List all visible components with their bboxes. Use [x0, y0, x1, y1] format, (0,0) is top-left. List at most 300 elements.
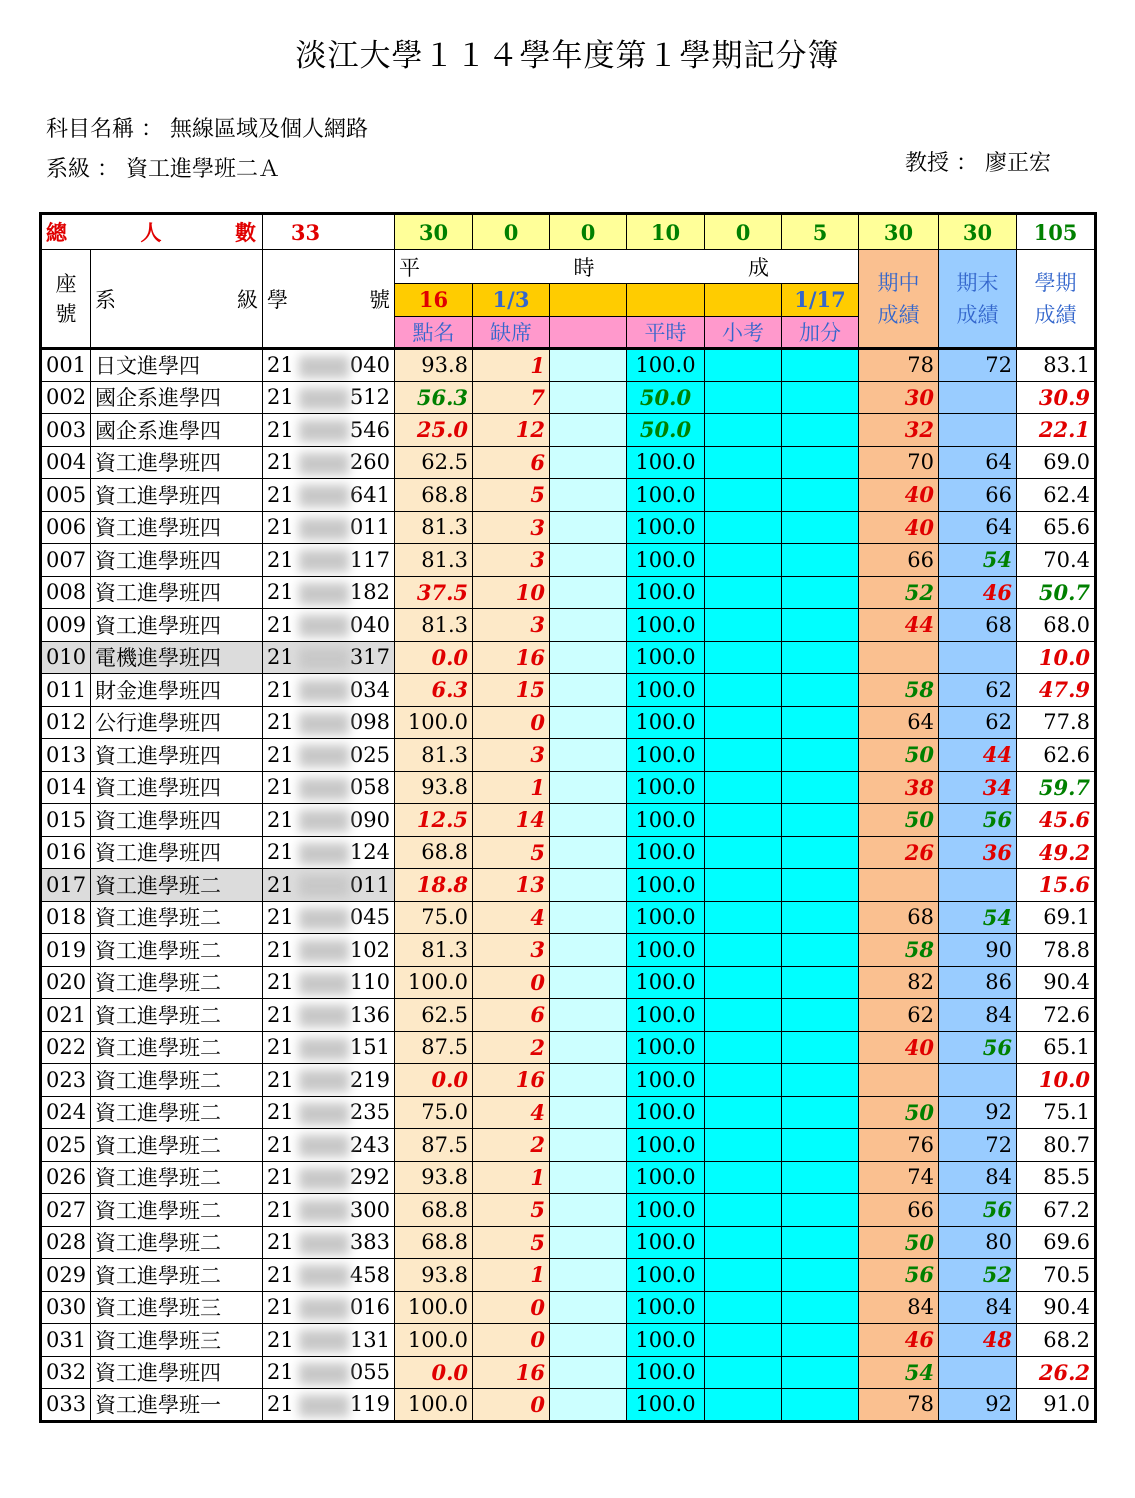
redacted-id: [299, 1330, 349, 1352]
final-cell: 64: [939, 446, 1017, 479]
attendance-cell: 62.5: [395, 999, 473, 1032]
grade-table: [39, 212, 1097, 1423]
seat-cell: 033: [41, 1389, 91, 1422]
redacted-id: [299, 1135, 349, 1157]
sub-value: 1/3: [473, 284, 550, 317]
quiz-cell: [705, 1259, 782, 1292]
redacted-id: [299, 1005, 349, 1027]
sub-value: 16: [395, 284, 473, 317]
semester-cell: 62.4: [1017, 479, 1096, 512]
midterm-cell: 38: [859, 771, 939, 804]
attendance-cell: 100.0: [395, 706, 473, 739]
attendance-cell: 100.0: [395, 1324, 473, 1357]
attendance-cell: 68.8: [395, 1194, 473, 1227]
dept-cell: 資工進學班四: [91, 511, 263, 544]
bonus-cell: [782, 381, 859, 414]
bonus-cell: [782, 349, 859, 382]
attendance-cell: 81.3: [395, 609, 473, 642]
dept-cell: 資工進學班二: [91, 1096, 263, 1129]
seat-cell: 010: [41, 641, 91, 674]
student-id-cell: [263, 349, 395, 382]
bonus-cell: [782, 609, 859, 642]
table-row: [41, 1356, 1096, 1389]
bonus-cell: [782, 544, 859, 577]
final-cell: 56: [939, 1194, 1017, 1227]
blank-cell: [550, 1259, 627, 1292]
attendance-cell: 18.8: [395, 869, 473, 902]
blank-cell: [550, 544, 627, 577]
seat-cell: 022: [41, 1031, 91, 1064]
absence-cell: 5: [473, 479, 550, 512]
id-prefix: 21: [267, 612, 294, 637]
weight-cell: 30: [395, 214, 473, 250]
bonus-cell: [782, 1389, 859, 1422]
bonus-cell: [782, 966, 859, 999]
redacted-id: [299, 648, 349, 670]
semester-cell: 69.6: [1017, 1226, 1096, 1259]
semester-cell: 30.9: [1017, 381, 1096, 414]
absence-cell: 16: [473, 1064, 550, 1097]
redacted-id: [299, 745, 349, 767]
student-id-cell: [263, 1291, 395, 1324]
blank-cell: [550, 609, 627, 642]
id-suffix: 136: [349, 1002, 390, 1027]
student-id-cell: [263, 641, 395, 674]
bonus-cell: [782, 674, 859, 707]
blank-cell: [550, 804, 627, 837]
student-id-cell: [263, 1226, 395, 1259]
redacted-id: [299, 1363, 349, 1385]
table-row: [41, 1096, 1096, 1129]
student-id-cell: [263, 544, 395, 577]
usual-header: 平 時 成: [395, 250, 859, 284]
semester-cell: 85.5: [1017, 1161, 1096, 1194]
id-header: 學 號: [263, 250, 395, 349]
seat-cell: 001: [41, 349, 91, 382]
id-prefix: 21: [267, 547, 294, 572]
student-id-cell: [263, 901, 395, 934]
bonus-cell: [782, 479, 859, 512]
dept-cell: 資工進學班二: [91, 869, 263, 902]
attendance-cell: 62.5: [395, 446, 473, 479]
bonus-cell: [782, 1194, 859, 1227]
usual-cell: 100.0: [627, 836, 705, 869]
blank-cell: [550, 869, 627, 902]
student-id-cell: [263, 381, 395, 414]
student-id-cell: [263, 1031, 395, 1064]
dept-cell: 資工進學班四: [91, 479, 263, 512]
seat-cell: 013: [41, 739, 91, 772]
seat-cell: 032: [41, 1356, 91, 1389]
sub-value: [627, 284, 705, 317]
blank-cell: [550, 1389, 627, 1422]
attendance-cell: 75.0: [395, 1096, 473, 1129]
absence-label: 缺席: [473, 316, 550, 349]
quiz-cell: [705, 641, 782, 674]
id-prefix: 21: [267, 1100, 294, 1125]
blank-cell: [550, 706, 627, 739]
blank-cell: [550, 1194, 627, 1227]
bonus-cell: [782, 1129, 859, 1162]
absence-cell: 5: [473, 836, 550, 869]
redacted-id: [299, 680, 349, 702]
semester-cell: 49.2: [1017, 836, 1096, 869]
id-suffix: 235: [349, 1100, 390, 1125]
id-prefix: 21: [267, 1002, 294, 1027]
redacted-id: [299, 1103, 349, 1125]
final-cell: 62: [939, 674, 1017, 707]
bonus-cell: [782, 706, 859, 739]
seat-cell: 011: [41, 674, 91, 707]
absence-cell: 1: [473, 1161, 550, 1194]
attendance-cell: 68.8: [395, 836, 473, 869]
quiz-cell: [705, 934, 782, 967]
midterm-cell: 78: [859, 1389, 939, 1422]
quiz-cell: [705, 479, 782, 512]
absence-cell: 12: [473, 414, 550, 447]
usual-cell: 100.0: [627, 1389, 705, 1422]
redacted-id: [299, 583, 349, 605]
quiz-cell: [705, 414, 782, 447]
seat-cell: 004: [41, 446, 91, 479]
final-cell: 84: [939, 999, 1017, 1032]
id-suffix: 292: [349, 1165, 390, 1190]
bonus-cell: [782, 1324, 859, 1357]
dept-cell: 資工進學班二: [91, 966, 263, 999]
table-row: [41, 934, 1096, 967]
final-cell: 72: [939, 1129, 1017, 1162]
id-suffix: 124: [349, 840, 390, 865]
absence-cell: 0: [473, 966, 550, 999]
quiz-cell: [705, 576, 782, 609]
table-row: [41, 739, 1096, 772]
attendance-cell: 81.3: [395, 511, 473, 544]
table-row: [41, 641, 1096, 674]
dept-cell: 電機進學班四: [91, 641, 263, 674]
redacted-id: [299, 1265, 349, 1287]
dept-cell: 資工進學班二: [91, 1031, 263, 1064]
usual-cell: 100.0: [627, 739, 705, 772]
id-prefix: 21: [267, 1392, 294, 1417]
table-row: [41, 966, 1096, 999]
attendance-cell: 93.8: [395, 771, 473, 804]
blank-cell: [550, 771, 627, 804]
id-prefix: 21: [267, 970, 294, 995]
student-id-cell: [263, 739, 395, 772]
redacted-id: [299, 615, 349, 637]
final-cell: 66: [939, 479, 1017, 512]
redacted-id: [299, 518, 349, 540]
table-row: [41, 349, 1096, 382]
dept-cell: 資工進學班二: [91, 1226, 263, 1259]
table-row: [41, 609, 1096, 642]
id-suffix: 011: [349, 515, 390, 540]
blank-cell: [550, 576, 627, 609]
redacted-id: [299, 940, 349, 962]
id-suffix: 090: [349, 807, 390, 832]
student-id-cell: [263, 1194, 395, 1227]
quiz-cell: [705, 674, 782, 707]
bonus-cell: [782, 1226, 859, 1259]
attendance-cell: 100.0: [395, 1389, 473, 1422]
dept-cell: 資工進學班四: [91, 544, 263, 577]
dept-cell: 資工進學班二: [91, 901, 263, 934]
bonus-cell: [782, 1356, 859, 1389]
id-prefix: 21: [267, 905, 294, 930]
id-suffix: 034: [349, 677, 390, 702]
semester-cell: 10.0: [1017, 641, 1096, 674]
bonus-cell: [782, 836, 859, 869]
final-cell: 48: [939, 1324, 1017, 1357]
seat-cell: 008: [41, 576, 91, 609]
quiz-cell: [705, 1161, 782, 1194]
final-cell: 90: [939, 934, 1017, 967]
quiz-cell: [705, 804, 782, 837]
blank-cell: [550, 479, 627, 512]
id-prefix: 21: [267, 385, 294, 410]
dept-cell: 公行進學班四: [91, 706, 263, 739]
absence-cell: 6: [473, 999, 550, 1032]
id-suffix: 512: [349, 385, 390, 410]
id-suffix: 317: [349, 645, 390, 670]
usual-cell: 100.0: [627, 1194, 705, 1227]
final-cell: [939, 1356, 1017, 1389]
weight-cell: 0: [473, 214, 550, 250]
bonus-cell: [782, 869, 859, 902]
student-id-cell: [263, 771, 395, 804]
quiz-cell: [705, 544, 782, 577]
redacted-id: [299, 875, 349, 897]
redacted-id: [299, 1070, 349, 1092]
id-suffix: 641: [349, 482, 390, 507]
id-prefix: 21: [267, 840, 294, 865]
table-row: [41, 901, 1096, 934]
usual-cell: 100.0: [627, 349, 705, 382]
absence-cell: 0: [473, 1389, 550, 1422]
attendance-cell: 0.0: [395, 641, 473, 674]
usual-cell: 100.0: [627, 1259, 705, 1292]
redacted-id: [299, 713, 349, 735]
semester-total: 105: [1017, 214, 1096, 250]
absence-cell: 3: [473, 739, 550, 772]
table-row: [41, 381, 1096, 414]
final-weight: 30: [939, 214, 1017, 250]
midterm-cell: 64: [859, 706, 939, 739]
seat-cell: 025: [41, 1129, 91, 1162]
absence-cell: 3: [473, 511, 550, 544]
midterm-cell: 52: [859, 576, 939, 609]
absence-cell: 2: [473, 1031, 550, 1064]
student-id-cell: [263, 869, 395, 902]
semester-cell: 26.2: [1017, 1356, 1096, 1389]
professor-name: 教授 ： 廖正宏: [905, 151, 1051, 176]
attendance-cell: 100.0: [395, 966, 473, 999]
usual-cell: 100.0: [627, 1129, 705, 1162]
usual-cell: 100.0: [627, 706, 705, 739]
table-row: [41, 1291, 1096, 1324]
id-prefix: 21: [267, 353, 294, 378]
seat-cell: 026: [41, 1161, 91, 1194]
dept-cell: 資工進學班四: [91, 804, 263, 837]
absence-cell: 0: [473, 1324, 550, 1357]
dept-header: 系 級: [91, 250, 263, 349]
id-prefix: 21: [267, 1165, 294, 1190]
table-row: [41, 674, 1096, 707]
usual-cell: 100.0: [627, 1226, 705, 1259]
id-suffix: 546: [349, 417, 390, 442]
blank-cell: [550, 1324, 627, 1357]
midterm-cell: 30: [859, 381, 939, 414]
redacted-id: [299, 485, 349, 507]
final-cell: [939, 869, 1017, 902]
attendance-cell: 56.3: [395, 381, 473, 414]
absence-cell: 4: [473, 901, 550, 934]
final-cell: 52: [939, 1259, 1017, 1292]
table-row: [41, 511, 1096, 544]
total-count: 33: [263, 214, 395, 250]
table-row: [41, 836, 1096, 869]
midterm-cell: 82: [859, 966, 939, 999]
usual-cell: 100.0: [627, 999, 705, 1032]
seat-cell: 007: [41, 544, 91, 577]
midterm-cell: 68: [859, 901, 939, 934]
semester-cell: 67.2: [1017, 1194, 1096, 1227]
dept-cell: 資工進學班一: [91, 1389, 263, 1422]
table-row: [41, 446, 1096, 479]
quiz-cell: [705, 966, 782, 999]
seat-cell: 029: [41, 1259, 91, 1292]
quiz-cell: [705, 1291, 782, 1324]
redacted-id: [299, 908, 349, 930]
course-name: 科目名稱 ： 無線區域及個人網路: [46, 117, 368, 142]
semester-cell: 50.7: [1017, 576, 1096, 609]
blank-cell: [550, 934, 627, 967]
id-prefix: 21: [267, 937, 294, 962]
attendance-cell: 37.5: [395, 576, 473, 609]
midterm-cell: 84: [859, 1291, 939, 1324]
id-prefix: 21: [267, 1295, 294, 1320]
dept-cell: 資工進學班二: [91, 999, 263, 1032]
student-id-cell: [263, 1324, 395, 1357]
student-id-cell: [263, 609, 395, 642]
redacted-id: [299, 1298, 349, 1320]
usual-cell: 100.0: [627, 576, 705, 609]
semester-cell: 59.7: [1017, 771, 1096, 804]
quiz-cell: [705, 1356, 782, 1389]
quiz-cell: [705, 446, 782, 479]
blank-cell: [550, 1096, 627, 1129]
table-row: [41, 1031, 1096, 1064]
final-cell: 56: [939, 1031, 1017, 1064]
table-row: [41, 1129, 1096, 1162]
id-suffix: 040: [349, 612, 390, 637]
attendance-cell: 87.5: [395, 1031, 473, 1064]
bonus-cell: [782, 1291, 859, 1324]
semester-cell: 72.6: [1017, 999, 1096, 1032]
seat-cell: 027: [41, 1194, 91, 1227]
semester-cell: 83.1: [1017, 349, 1096, 382]
bonus-cell: [782, 739, 859, 772]
table-row: [41, 1324, 1096, 1357]
semester-cell: 22.1: [1017, 414, 1096, 447]
midterm-cell: 50: [859, 804, 939, 837]
midterm-cell: 46: [859, 1324, 939, 1357]
semester-cell: 75.1: [1017, 1096, 1096, 1129]
final-cell: [939, 641, 1017, 674]
student-id-cell: [263, 1129, 395, 1162]
usual-cell: 100.0: [627, 609, 705, 642]
quiz-cell: [705, 1324, 782, 1357]
id-prefix: 21: [267, 872, 294, 897]
table-row: [41, 1161, 1096, 1194]
redacted-id: [299, 1200, 349, 1222]
blank-cell: [550, 1356, 627, 1389]
absence-cell: 1: [473, 1259, 550, 1292]
midterm-header: 期中 成績: [859, 250, 939, 349]
redacted-id: [299, 420, 349, 442]
quiz-cell: [705, 739, 782, 772]
midterm-cell: 62: [859, 999, 939, 1032]
quiz-cell: [705, 771, 782, 804]
usual-cell: 100.0: [627, 771, 705, 804]
student-id-cell: [263, 934, 395, 967]
seat-cell: 020: [41, 966, 91, 999]
quiz-cell: [705, 869, 782, 902]
seat-cell: 021: [41, 999, 91, 1032]
id-suffix: 058: [349, 775, 390, 800]
redacted-id: [299, 810, 349, 832]
quiz-label: 小考: [705, 316, 782, 349]
semester-cell: 90.4: [1017, 1291, 1096, 1324]
final-cell: 92: [939, 1389, 1017, 1422]
usual-cell: 100.0: [627, 1031, 705, 1064]
absence-cell: 16: [473, 1356, 550, 1389]
midterm-cell: [859, 869, 939, 902]
usual-cell: 100.0: [627, 1356, 705, 1389]
midterm-cell: 40: [859, 479, 939, 512]
absence-cell: 7: [473, 381, 550, 414]
table-row: [41, 1194, 1096, 1227]
student-id-cell: [263, 674, 395, 707]
bonus-cell: [782, 446, 859, 479]
midterm-cell: 76: [859, 1129, 939, 1162]
midterm-cell: 58: [859, 934, 939, 967]
midterm-cell: 44: [859, 609, 939, 642]
id-suffix: 131: [349, 1327, 390, 1352]
usual-cell: 50.0: [627, 414, 705, 447]
final-cell: 72: [939, 349, 1017, 382]
absence-cell: 0: [473, 1291, 550, 1324]
semester-cell: 91.0: [1017, 1389, 1096, 1422]
usual-cell: 100.0: [627, 641, 705, 674]
midterm-cell: 58: [859, 674, 939, 707]
student-id-cell: [263, 479, 395, 512]
semester-cell: 70.5: [1017, 1259, 1096, 1292]
absence-cell: 4: [473, 1096, 550, 1129]
quiz-cell: [705, 609, 782, 642]
seat-cell: 009: [41, 609, 91, 642]
final-cell: 44: [939, 739, 1017, 772]
midterm-cell: [859, 1064, 939, 1097]
weight-cell: 10: [627, 214, 705, 250]
seat-cell: 012: [41, 706, 91, 739]
id-suffix: 025: [349, 742, 390, 767]
blank-cell: [550, 966, 627, 999]
id-suffix: 110: [349, 970, 390, 995]
summary-row: [41, 214, 1096, 250]
table-row: [41, 1226, 1096, 1259]
dept-cell: 資工進學班三: [91, 1291, 263, 1324]
